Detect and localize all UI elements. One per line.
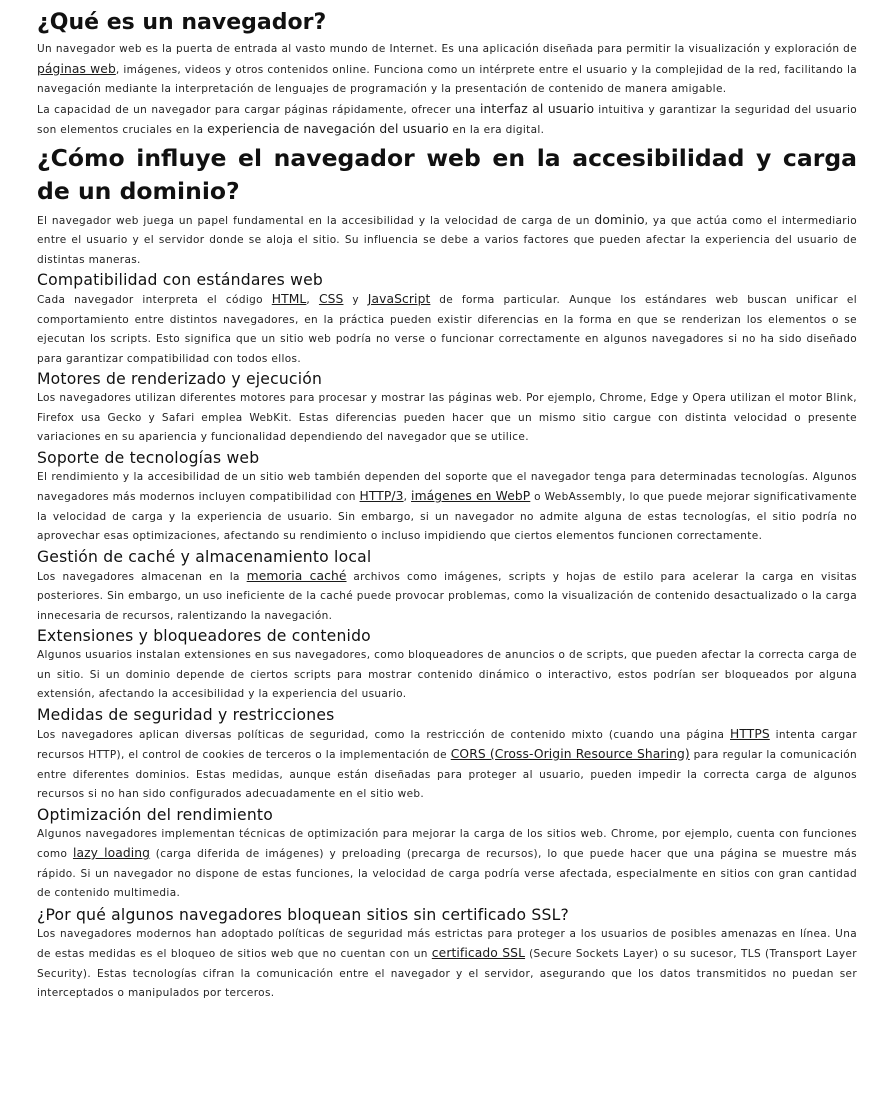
paragraph-compatibilidad: Cada navegador interpreta el código HTML, CSS y JavaScript de forma particular. Aunque los estándares web buscan unificar el comportamiento entre distintos navegadores, en la práctica pueden existir diferencias en la forma en que se renderizan los elementos o se ejecutan los scripts. Esto significa que un sitio web podría no verse o funcionar correctamente en algunos navegadores si no ha sido diseñado para garantizar compatibilidad con todos ellos. xyxy=(37,292,857,365)
paragraph-cache: Los navegadores almacenan en la memoria caché archivos como imágenes, scripts y hojas de estilo para acelerar la carga en visitas posteriores. Sin embargo, un uso ineficiente de la caché puede provocar problemas, como la visualización de contenido desactualizado o la carga innecesaria de recursos, ralentizando la navegación. xyxy=(37,568,857,622)
subheading-motores: Motores de renderizado y ejecución xyxy=(37,370,323,388)
paragraph-ssl: Los navegadores modernos han adoptado políticas de seguridad más estrictas para proteger a los usuarios de posibles amenazas en línea. Una de estas medidas es el bloqueo de sitios web que no cuentan con un certificado SSL (Secure Sockets Layer) o su sucesor, TLS (Transport Layer Security). Estas tecnologías cifran la comunicación entre el navegador y el servidor, asegurando que los datos transmitidos no puedan ser interceptados o manipulados por terceros. xyxy=(37,927,857,999)
phrase-experiencia-navegacion: experiencia de navegación del usuario xyxy=(207,122,449,136)
heading-como-influye: ¿Cómo influye el navegador web en la accesibilidad y carga de un dominio? xyxy=(37,143,857,205)
phrase-dominio: dominio xyxy=(594,212,645,227)
subheading-seguridad: Medidas de seguridad y restricciones xyxy=(37,705,335,724)
subheading-optimizacion: Optimización del rendimiento xyxy=(37,805,273,824)
paragraph-seguridad: Los navegadores aplican diversas políticas de seguridad, como la restricción de contenido mixto (cuando una página HTTPS intenta cargar recursos HTTP), el control de cookies de terceros o la implementación de CORS (Cross-Origin Resource Sharing) para regular la comunicación entre diferentes dominios. Estas medidas, aunque están diseñadas para proteger al usuario, pueden impedir la correcta carga de algunos recursos si no han sido configurados adecuadamente en el sitio web. xyxy=(37,726,857,800)
paragraph-extensiones: Algunos usuarios instalan extensiones en sus navegadores, como bloqueadores de anuncios o de scripts, que pueden afectar la correcta carga de un sitio. Si un dominio depende de ciertos scripts para mostrar contenido dinámico o interactivo, estos podrían ser bloqueados por alguna extensión, afectando la accesibilidad y la experiencia del usuario. xyxy=(37,649,857,700)
paragraph-intro-1: Un navegador web es la puerta de entrada al vasto mundo de Internet. Es una aplicación diseñada para permitir la visualización y exploración de páginas web, imágenes, videos y otros contenidos online. Funciona como un intérprete entre el usuario y la complejidad de la red, facilitando la navegación mediante la interpretación de lenguajes de programación y la presentación de contenido de manera amigable. xyxy=(37,43,857,95)
link-paginas-web[interactable]: páginas web xyxy=(37,61,116,76)
paragraph-optimizacion: Algunos navegadores implementan técnicas de optimización para mejorar la carga de los sitios web. Chrome, por ejemplo, cuenta con funciones como lazy loading (carga diferida de imágenes) y preloading (precarga de recursos), lo que puede hacer que una página se muestre más rápido. Si un navegador no dispone de estas funciones, la velocidad de carga podría verse afectada, especialmente en sitios con gran cantidad de contenido multimedia. xyxy=(37,827,857,899)
link-javascript[interactable]: JavaScript xyxy=(367,292,431,306)
link-imagenes-webp[interactable]: imágenes en WebP xyxy=(411,489,531,503)
phrase-interfaz-usuario: interfaz al usuario xyxy=(479,101,595,116)
link-certificado-ssl[interactable]: certificado SSL xyxy=(431,946,526,960)
subheading-extensiones: Extensiones y bloqueadores de contenido xyxy=(37,627,371,645)
subheading-compatibilidad: Compatibilidad con estándares web xyxy=(37,271,323,289)
subheading-soporte: Soporte de tecnologías web xyxy=(37,448,260,467)
link-http3[interactable]: HTTP/3 xyxy=(359,489,404,503)
link-lazy-loading[interactable]: lazy loading xyxy=(72,846,151,860)
link-memoria-cache[interactable]: memoria caché xyxy=(246,568,347,583)
link-cors[interactable]: CORS (Cross-Origin Resource Sharing) xyxy=(450,747,690,761)
link-html[interactable]: HTML xyxy=(271,292,307,306)
paragraph-soporte: El rendimiento y la accesibilidad de un sitio web también dependen del soporte que el navegador tenga para determinadas tecnologías. Algunos navegadores más modernos incluyen compatibilidad con HTTP/3, imágenes en WebP o WebAssembly, lo que puede mejorar significativamente la velocidad de carga y la experiencia de usuario. Sin embargo, si un navegador no admite alguna de estas tecnologías, el sitio podría no aprovechar esas optimizaciones, afectando su rendimiento o incluso impidiendo que ciertos elementos funcionen correctamente. xyxy=(37,470,857,542)
paragraph-influencia: El navegador web juega un papel fundamental en la accesibilidad y la velocidad de carga de un dominio, ya que actúa como el intermediario entre el usuario y el servidor donde se aloja el sitio. Su influencia se debe a varios factores que pueden afectar la experiencia del usuario de distintas maneras. xyxy=(37,212,857,266)
paragraph-intro-2: La capacidad de un navegador para cargar páginas rápidamente, ofrecer una interfaz al usuario intuitiva y garantizar la seguridad del usuario son elementos cruciales en la experiencia de navegación del usuario en la era digital. xyxy=(37,101,857,136)
paragraph-motores: Los navegadores utilizan diferentes motores para procesar y mostrar las páginas web. Por ejemplo, Chrome, Edge y Opera utilizan el motor Blink, Firefox usa Gecko y Safari emplea WebKit. Estas diferencias pueden hacer que un mismo sitio cargue con distinta velocidad o presente variaciones en su apariencia y funcionalidad dependiendo del navegador que se utilice. xyxy=(37,392,857,443)
subheading-cache: Gestión de caché y almacenamiento local xyxy=(37,547,372,566)
heading-que-es-navegador: ¿Qué es un navegador? xyxy=(37,10,327,35)
link-https[interactable]: HTTPS xyxy=(730,726,770,741)
subheading-ssl: ¿Por qué algunos navegadores bloquean sitios sin certificado SSL? xyxy=(37,905,569,924)
link-css[interactable]: CSS xyxy=(318,292,344,306)
